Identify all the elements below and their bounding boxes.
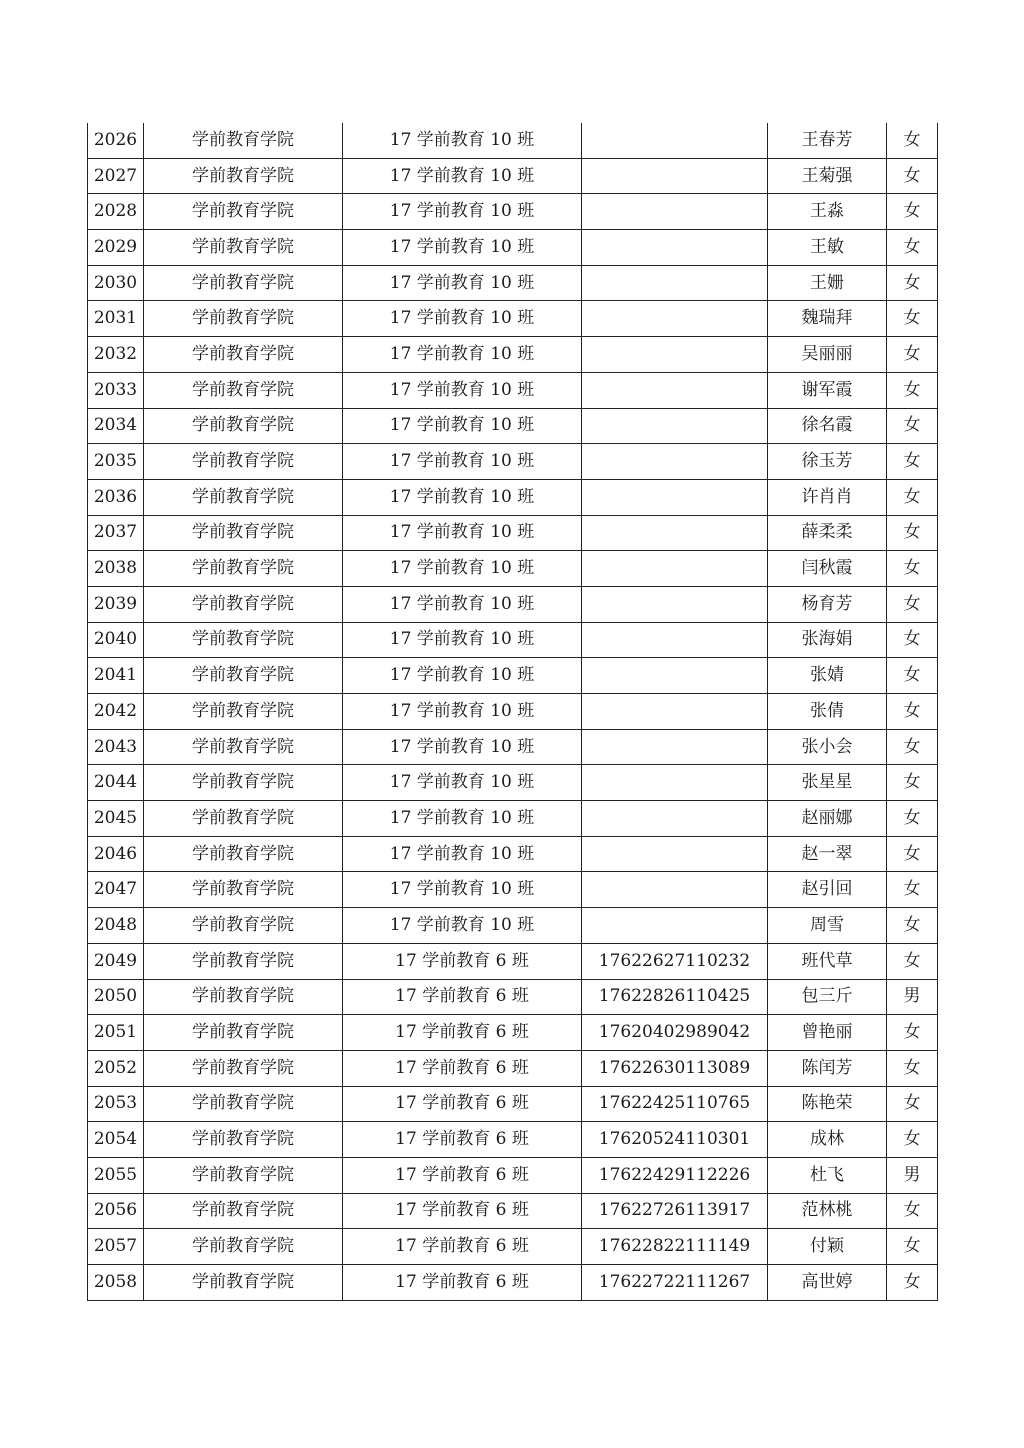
table-row: [88, 658, 938, 694]
gender-cell: 女: [887, 729, 938, 765]
college-cell: 学前教育学院: [144, 444, 343, 480]
gender-cell: 女: [887, 1229, 938, 1265]
row-number-cell: 2052: [88, 1050, 144, 1086]
student-name-cell: 陈闰芳: [768, 1050, 887, 1086]
row-number-cell: 2032: [88, 337, 144, 373]
gender-cell: 女: [887, 658, 938, 694]
student-name-cell: 许肖肖: [768, 479, 887, 515]
gender-cell: 女: [887, 515, 938, 551]
college-cell: 学前教育学院: [144, 1229, 343, 1265]
gender-cell: 女: [887, 479, 938, 515]
student-id-cell: [582, 372, 768, 408]
college-cell: 学前教育学院: [144, 1086, 343, 1122]
class-cell: 17 学前教育 10 班: [343, 158, 582, 194]
college-cell: 学前教育学院: [144, 301, 343, 337]
student-id-cell: [582, 694, 768, 730]
table-row: [88, 301, 938, 337]
student-name-cell: 张倩: [768, 694, 887, 730]
college-cell: 学前教育学院: [144, 337, 343, 373]
gender-cell: 女: [887, 372, 938, 408]
gender-cell: 女: [887, 444, 938, 480]
student-name-cell: 付颖: [768, 1229, 887, 1265]
table-row: [88, 194, 938, 230]
student-id-cell: [582, 729, 768, 765]
table-row: [88, 158, 938, 194]
student-name-cell: 曾艳丽: [768, 1015, 887, 1051]
student-name-cell: 谢军霞: [768, 372, 887, 408]
college-cell: 学前教育学院: [144, 908, 343, 944]
student-name-cell: 高世婷: [768, 1265, 887, 1301]
class-cell: 17 学前教育 10 班: [343, 515, 582, 551]
student-id-cell: [582, 836, 768, 872]
row-number-cell: 2028: [88, 194, 144, 230]
student-id-cell: [582, 551, 768, 587]
student-id-cell: [582, 444, 768, 480]
row-number-cell: 2057: [88, 1229, 144, 1265]
row-number-cell: 2043: [88, 729, 144, 765]
row-number-cell: 2041: [88, 658, 144, 694]
table-row: [88, 479, 938, 515]
student-name-cell: 徐玉芳: [768, 444, 887, 480]
class-cell: 17 学前教育 6 班: [343, 1193, 582, 1229]
row-number-cell: 2033: [88, 372, 144, 408]
student-name-cell: 张小会: [768, 729, 887, 765]
gender-cell: 女: [887, 586, 938, 622]
college-cell: 学前教育学院: [144, 158, 343, 194]
student-roster-table: [87, 123, 938, 1301]
student-name-cell: 魏瑞拜: [768, 301, 887, 337]
student-id-cell: [582, 194, 768, 230]
class-cell: 17 学前教育 6 班: [343, 1015, 582, 1051]
class-cell: 17 学前教育 6 班: [343, 1122, 582, 1158]
gender-cell: 女: [887, 194, 938, 230]
class-cell: 17 学前教育 10 班: [343, 444, 582, 480]
row-number-cell: 2031: [88, 301, 144, 337]
college-cell: 学前教育学院: [144, 515, 343, 551]
student-name-cell: 赵一翠: [768, 836, 887, 872]
table-row: [88, 1015, 938, 1051]
student-id-cell: 17622726113917: [582, 1193, 768, 1229]
college-cell: 学前教育学院: [144, 1015, 343, 1051]
student-id-cell: 17622822111149: [582, 1229, 768, 1265]
student-id-cell: [582, 586, 768, 622]
student-id-cell: 17622630113089: [582, 1050, 768, 1086]
gender-cell: 女: [887, 872, 938, 908]
college-cell: 学前教育学院: [144, 1050, 343, 1086]
gender-cell: 女: [887, 1122, 938, 1158]
student-id-cell: [582, 230, 768, 266]
table-row: [88, 123, 938, 158]
class-cell: 17 学前教育 10 班: [343, 801, 582, 837]
row-number-cell: 2029: [88, 230, 144, 266]
student-name-cell: 班代草: [768, 943, 887, 979]
gender-cell: 女: [887, 1050, 938, 1086]
gender-cell: 女: [887, 1086, 938, 1122]
student-name-cell: 张星星: [768, 765, 887, 801]
table-row: [88, 444, 938, 480]
gender-cell: 女: [887, 301, 938, 337]
row-number-cell: 2048: [88, 908, 144, 944]
student-id-cell: [582, 872, 768, 908]
class-cell: 17 学前教育 10 班: [343, 123, 582, 158]
table-row: [88, 408, 938, 444]
class-cell: 17 学前教育 10 班: [343, 337, 582, 373]
row-number-cell: 2026: [88, 123, 144, 158]
gender-cell: 女: [887, 836, 938, 872]
table-row: [88, 622, 938, 658]
student-id-cell: 17622627110232: [582, 943, 768, 979]
student-name-cell: 王姗: [768, 265, 887, 301]
student-id-cell: [582, 408, 768, 444]
class-cell: 17 学前教育 10 班: [343, 479, 582, 515]
class-cell: 17 学前教育 6 班: [343, 1050, 582, 1086]
gender-cell: 女: [887, 408, 938, 444]
table-row: [88, 1157, 938, 1193]
student-name-cell: 杨育芳: [768, 586, 887, 622]
student-id-cell: [582, 801, 768, 837]
table-row: [88, 908, 938, 944]
student-id-cell: [582, 337, 768, 373]
table-row: [88, 765, 938, 801]
row-number-cell: 2049: [88, 943, 144, 979]
college-cell: 学前教育学院: [144, 123, 343, 158]
class-cell: 17 学前教育 10 班: [343, 658, 582, 694]
row-number-cell: 2030: [88, 265, 144, 301]
college-cell: 学前教育学院: [144, 408, 343, 444]
table-row: [88, 836, 938, 872]
student-id-cell: [582, 265, 768, 301]
row-number-cell: 2058: [88, 1265, 144, 1301]
student-id-cell: 17622429112226: [582, 1157, 768, 1193]
table-row: [88, 1122, 938, 1158]
college-cell: 学前教育学院: [144, 801, 343, 837]
gender-cell: 女: [887, 1015, 938, 1051]
class-cell: 17 学前教育 6 班: [343, 979, 582, 1015]
class-cell: 17 学前教育 10 班: [343, 230, 582, 266]
table-row: [88, 230, 938, 266]
row-number-cell: 2051: [88, 1015, 144, 1051]
row-number-cell: 2040: [88, 622, 144, 658]
row-number-cell: 2044: [88, 765, 144, 801]
table-row: [88, 372, 938, 408]
gender-cell: 女: [887, 1193, 938, 1229]
table-row: [88, 729, 938, 765]
table-row: [88, 979, 938, 1015]
college-cell: 学前教育学院: [144, 230, 343, 266]
student-id-cell: 17620402989042: [582, 1015, 768, 1051]
gender-cell: 女: [887, 1265, 938, 1301]
student-id-cell: [582, 158, 768, 194]
student-id-cell: [582, 479, 768, 515]
gender-cell: 男: [887, 1157, 938, 1193]
class-cell: 17 学前教育 10 班: [343, 551, 582, 587]
table-row: [88, 1050, 938, 1086]
student-id-cell: [582, 515, 768, 551]
row-number-cell: 2047: [88, 872, 144, 908]
class-cell: 17 学前教育 10 班: [343, 872, 582, 908]
row-number-cell: 2027: [88, 158, 144, 194]
student-id-cell: [582, 123, 768, 158]
college-cell: 学前教育学院: [144, 372, 343, 408]
college-cell: 学前教育学院: [144, 586, 343, 622]
class-cell: 17 学前教育 10 班: [343, 729, 582, 765]
student-id-cell: [582, 908, 768, 944]
gender-cell: 女: [887, 230, 938, 266]
student-name-cell: 包三斤: [768, 979, 887, 1015]
student-id-cell: [582, 301, 768, 337]
student-name-cell: 陈艳荣: [768, 1086, 887, 1122]
college-cell: 学前教育学院: [144, 1157, 343, 1193]
row-number-cell: 2050: [88, 979, 144, 1015]
class-cell: 17 学前教育 10 班: [343, 586, 582, 622]
table-row: [88, 551, 938, 587]
student-name-cell: 王春芳: [768, 123, 887, 158]
roster-body: [88, 123, 938, 1300]
college-cell: 学前教育学院: [144, 943, 343, 979]
class-cell: 17 学前教育 6 班: [343, 1157, 582, 1193]
student-name-cell: 范林桃: [768, 1193, 887, 1229]
gender-cell: 女: [887, 943, 938, 979]
table-row: [88, 586, 938, 622]
student-id-cell: 17620524110301: [582, 1122, 768, 1158]
gender-cell: 女: [887, 765, 938, 801]
class-cell: 17 学前教育 6 班: [343, 1265, 582, 1301]
student-name-cell: 王敏: [768, 230, 887, 266]
student-name-cell: 周雪: [768, 908, 887, 944]
table-row: [88, 1265, 938, 1301]
table-row: [88, 694, 938, 730]
table-row: [88, 1229, 938, 1265]
college-cell: 学前教育学院: [144, 194, 343, 230]
college-cell: 学前教育学院: [144, 551, 343, 587]
row-number-cell: 2039: [88, 586, 144, 622]
gender-cell: 女: [887, 801, 938, 837]
table-row: [88, 1193, 938, 1229]
class-cell: 17 学前教育 10 班: [343, 694, 582, 730]
class-cell: 17 学前教育 6 班: [343, 943, 582, 979]
gender-cell: 女: [887, 337, 938, 373]
gender-cell: 女: [887, 622, 938, 658]
table-row: [88, 872, 938, 908]
college-cell: 学前教育学院: [144, 658, 343, 694]
college-cell: 学前教育学院: [144, 479, 343, 515]
table-row: [88, 801, 938, 837]
gender-cell: 男: [887, 979, 938, 1015]
row-number-cell: 2042: [88, 694, 144, 730]
row-number-cell: 2034: [88, 408, 144, 444]
student-id-cell: 17622826110425: [582, 979, 768, 1015]
class-cell: 17 学前教育 10 班: [343, 836, 582, 872]
class-cell: 17 学前教育 10 班: [343, 622, 582, 658]
row-number-cell: 2037: [88, 515, 144, 551]
student-name-cell: 吴丽丽: [768, 337, 887, 373]
row-number-cell: 2053: [88, 1086, 144, 1122]
class-cell: 17 学前教育 10 班: [343, 908, 582, 944]
table-row: [88, 337, 938, 373]
row-number-cell: 2035: [88, 444, 144, 480]
student-name-cell: 杜飞: [768, 1157, 887, 1193]
college-cell: 学前教育学院: [144, 1193, 343, 1229]
row-number-cell: 2038: [88, 551, 144, 587]
student-id-cell: 17622425110765: [582, 1086, 768, 1122]
class-cell: 17 学前教育 10 班: [343, 194, 582, 230]
college-cell: 学前教育学院: [144, 265, 343, 301]
college-cell: 学前教育学院: [144, 979, 343, 1015]
table-row: [88, 1086, 938, 1122]
gender-cell: 女: [887, 265, 938, 301]
student-id-cell: 17622722111267: [582, 1265, 768, 1301]
gender-cell: 女: [887, 158, 938, 194]
table-row: [88, 265, 938, 301]
table-row: [88, 515, 938, 551]
class-cell: 17 学前教育 6 班: [343, 1229, 582, 1265]
college-cell: 学前教育学院: [144, 729, 343, 765]
student-name-cell: 张婧: [768, 658, 887, 694]
student-name-cell: 赵引回: [768, 872, 887, 908]
college-cell: 学前教育学院: [144, 836, 343, 872]
student-name-cell: 成林: [768, 1122, 887, 1158]
student-id-cell: [582, 765, 768, 801]
class-cell: 17 学前教育 10 班: [343, 408, 582, 444]
student-name-cell: 薛柔柔: [768, 515, 887, 551]
row-number-cell: 2054: [88, 1122, 144, 1158]
student-name-cell: 徐名霞: [768, 408, 887, 444]
row-number-cell: 2045: [88, 801, 144, 837]
college-cell: 学前教育学院: [144, 1122, 343, 1158]
row-number-cell: 2056: [88, 1193, 144, 1229]
student-name-cell: 张海娟: [768, 622, 887, 658]
gender-cell: 女: [887, 551, 938, 587]
student-name-cell: 王菊强: [768, 158, 887, 194]
student-id-cell: [582, 622, 768, 658]
college-cell: 学前教育学院: [144, 694, 343, 730]
class-cell: 17 学前教育 10 班: [343, 372, 582, 408]
college-cell: 学前教育学院: [144, 622, 343, 658]
class-cell: 17 学前教育 10 班: [343, 265, 582, 301]
row-number-cell: 2055: [88, 1157, 144, 1193]
gender-cell: 女: [887, 908, 938, 944]
gender-cell: 女: [887, 694, 938, 730]
gender-cell: 女: [887, 123, 938, 158]
table-row: [88, 943, 938, 979]
class-cell: 17 学前教育 10 班: [343, 765, 582, 801]
class-cell: 17 学前教育 6 班: [343, 1086, 582, 1122]
student-id-cell: [582, 658, 768, 694]
college-cell: 学前教育学院: [144, 765, 343, 801]
student-name-cell: 王淼: [768, 194, 887, 230]
college-cell: 学前教育学院: [144, 1265, 343, 1301]
student-name-cell: 赵丽娜: [768, 801, 887, 837]
college-cell: 学前教育学院: [144, 872, 343, 908]
row-number-cell: 2046: [88, 836, 144, 872]
row-number-cell: 2036: [88, 479, 144, 515]
student-name-cell: 闫秋霞: [768, 551, 887, 587]
class-cell: 17 学前教育 10 班: [343, 301, 582, 337]
